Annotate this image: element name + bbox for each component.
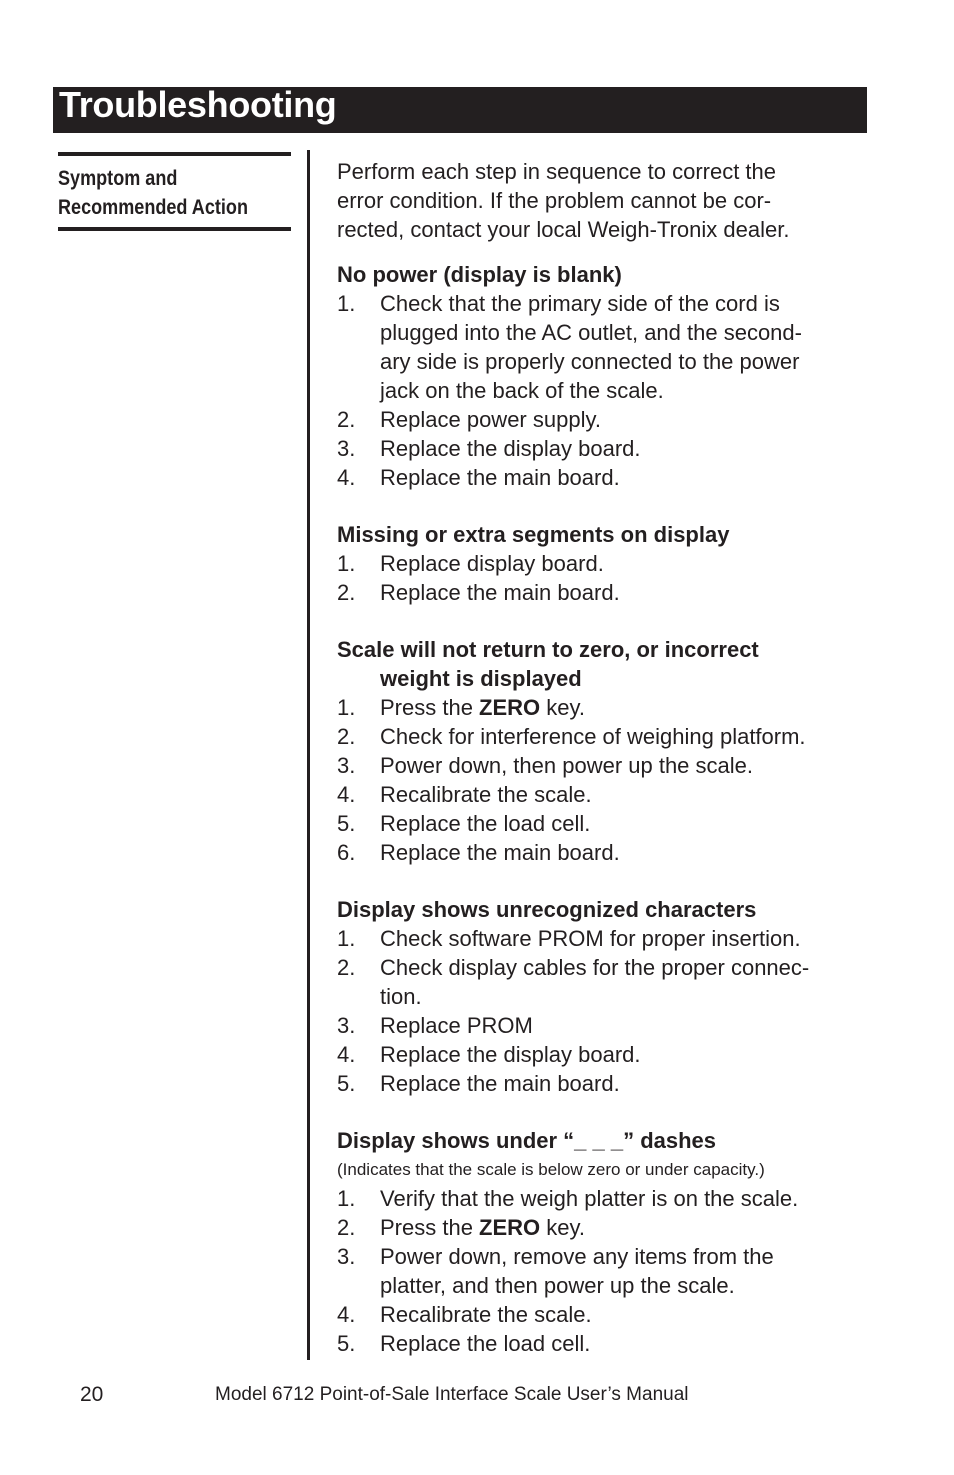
step-number: 3. <box>337 1244 356 1269</box>
step-text: tion. <box>380 984 422 1009</box>
list-item <box>337 1213 867 1242</box>
step-number: 4. <box>337 782 356 807</box>
list-item <box>337 1329 867 1358</box>
step-text: Check software PROM for proper insertion. <box>380 926 801 951</box>
step-text-post: key. <box>540 695 585 720</box>
page-number: 20 <box>80 1383 104 1406</box>
step-list <box>337 924 867 1098</box>
list-item <box>337 463 867 492</box>
step-list <box>337 693 867 867</box>
list-item <box>337 751 867 780</box>
step-number: 2. <box>337 724 356 749</box>
column-divider <box>307 150 310 1360</box>
step-text-post: key. <box>540 1215 585 1240</box>
list-item <box>337 434 867 463</box>
step-text: Replace the main board. <box>380 840 620 865</box>
step-number: 3. <box>337 1013 356 1038</box>
step-number: 1. <box>337 1186 356 1211</box>
list-item <box>337 1300 867 1329</box>
page-title: Troubleshooting <box>59 84 337 125</box>
section-zero-return <box>337 635 867 867</box>
step-number: 3. <box>337 753 356 778</box>
list-item <box>337 780 867 809</box>
step-number: 1. <box>337 551 356 576</box>
title-bar <box>53 84 867 133</box>
step-number: 4. <box>337 465 356 490</box>
step-text: Replace the main board. <box>380 465 620 490</box>
step-text-pre: Press the <box>380 1215 480 1240</box>
step-number: 3. <box>337 436 356 461</box>
step-text: Replace PROM <box>380 1013 533 1038</box>
sidebar-heading-line1: Symptom and <box>58 167 178 190</box>
list-item <box>337 549 867 578</box>
step-number: 5. <box>337 811 356 836</box>
list-item <box>337 809 867 838</box>
step-text: Recalibrate the scale. <box>380 1302 592 1327</box>
step-text: jack on the back of the scale. <box>380 378 664 403</box>
step-number: 4. <box>337 1302 356 1327</box>
list-item <box>337 1242 867 1300</box>
step-text: Replace display board. <box>380 551 604 576</box>
list-item <box>337 1040 867 1069</box>
section-title-line1: Scale will not return to zero, or incorrect <box>337 637 759 662</box>
step-text <box>380 1213 867 1242</box>
step-text: Check display cables for the proper connec- <box>380 955 810 980</box>
step-number: 1. <box>337 291 356 316</box>
step-text: Check that the primary side of the cord is <box>380 291 780 316</box>
step-number: 5. <box>337 1331 356 1356</box>
sidebar-top-rule <box>58 152 291 156</box>
sidebar-heading-line2: Recommended Action <box>58 196 248 219</box>
step-text <box>380 693 867 722</box>
section-title: Display shows under “_ _ _” dashes <box>337 1128 717 1153</box>
intro-line: rected, contact your local Weigh-Tronix dealer. <box>337 217 790 242</box>
list-item <box>337 924 867 953</box>
step-list <box>337 549 867 607</box>
step-number: 4. <box>337 1042 356 1067</box>
zero-key-label: ZERO <box>479 695 541 720</box>
section-missing-segments <box>337 520 867 607</box>
step-text: Replace the display board. <box>380 1042 641 1067</box>
list-item <box>337 289 867 405</box>
list-item <box>337 838 867 867</box>
step-number: 6. <box>337 840 356 865</box>
list-item <box>337 722 867 751</box>
step-text: Replace power supply. <box>380 407 601 432</box>
section-title-line2: weight is displayed <box>380 666 582 691</box>
list-item <box>337 1069 867 1098</box>
section-note: (Indicates that the scale is below zero or under capacity.) <box>337 1160 765 1179</box>
main-content <box>337 157 867 1358</box>
step-text: platter, and then power up the scale. <box>380 1273 735 1298</box>
step-text: Replace the display board. <box>380 436 641 461</box>
step-text: Recalibrate the scale. <box>380 782 592 807</box>
list-item <box>337 405 867 434</box>
section-title: Missing or extra segments on display <box>337 522 730 547</box>
step-text: Power down, then power up the scale. <box>380 753 754 778</box>
zero-key-label: ZERO <box>479 1215 541 1240</box>
step-number: 1. <box>337 695 356 720</box>
step-list <box>337 1184 867 1358</box>
section-title <box>337 635 867 693</box>
sidebar-heading <box>58 164 264 222</box>
list-item <box>337 1011 867 1040</box>
list-item <box>337 1184 867 1213</box>
step-number: 2. <box>337 955 356 980</box>
sidebar-bottom-rule <box>58 227 291 231</box>
step-number: 2. <box>337 407 356 432</box>
step-text: ary side is properly connected to the power <box>380 349 800 374</box>
intro-line: Perform each step in sequence to correct the <box>337 159 777 184</box>
list-item <box>337 693 867 722</box>
step-text: Replace the main board. <box>380 580 620 605</box>
step-number: 1. <box>337 926 356 951</box>
section-no-power <box>337 260 867 492</box>
step-number: 2. <box>337 580 356 605</box>
step-number: 2. <box>337 1215 356 1240</box>
intro-paragraph <box>337 157 867 244</box>
step-text: plugged into the AC outlet, and the second- <box>380 320 802 345</box>
step-text: Power down, remove any items from the <box>380 1244 774 1269</box>
step-number: 5. <box>337 1071 356 1096</box>
section-unrecognized-characters <box>337 895 867 1098</box>
step-text: Check for interference of weighing platform. <box>380 724 806 749</box>
intro-line: error condition. If the problem cannot be cor- <box>337 188 772 213</box>
section-title: Display shows unrecognized characters <box>337 897 757 922</box>
manual-title: Model 6712 Point-of-Sale Interface Scale User’s Manual <box>215 1384 689 1405</box>
list-item <box>337 578 867 607</box>
step-list <box>337 289 867 492</box>
step-text: Replace the load cell. <box>380 811 591 836</box>
list-item <box>337 953 867 1011</box>
step-text: Verify that the weigh platter is on the scale. <box>380 1186 799 1211</box>
step-text-pre: Press the <box>380 695 480 720</box>
step-text: Replace the main board. <box>380 1071 620 1096</box>
section-under-dashes <box>337 1126 867 1358</box>
section-title: No power (display is blank) <box>337 262 622 287</box>
step-text: Replace the load cell. <box>380 1331 591 1356</box>
